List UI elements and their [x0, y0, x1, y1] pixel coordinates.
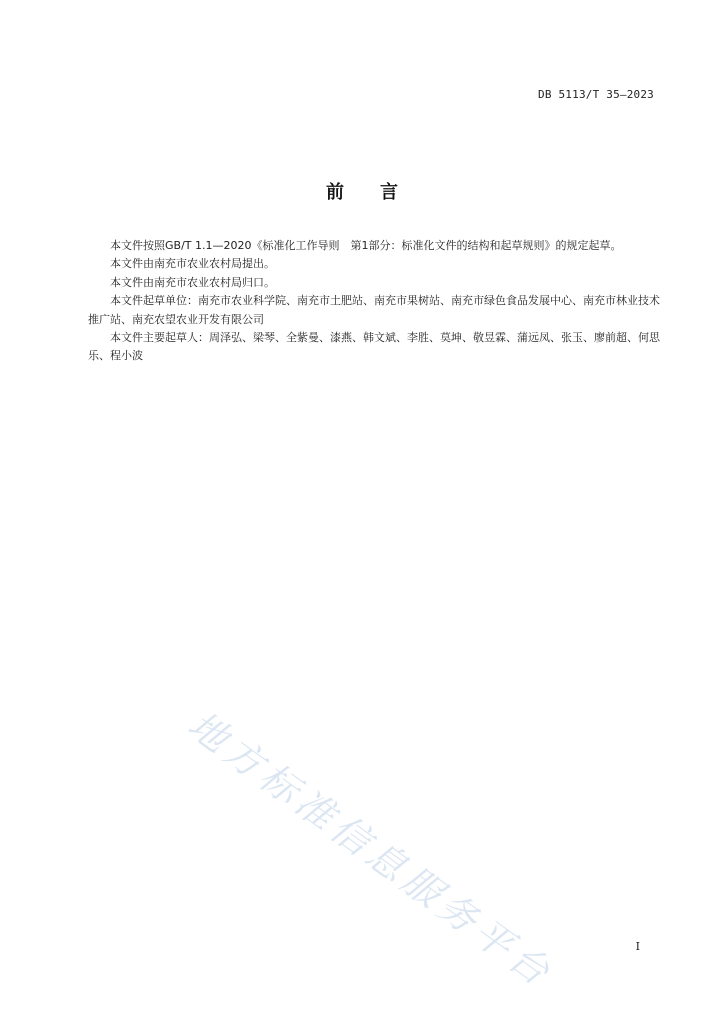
- page-title: 前言: [326, 182, 434, 203]
- paragraph-administrator: 本文件由南充市农业农村局归口。: [110, 275, 275, 289]
- paragraph-proposer: 本文件由南充市农业农村局提出。: [110, 257, 275, 271]
- preface-body: [88, 237, 660, 366]
- paragraph-drafting-basis: 本文件按照GB/T 1.1—2020《标准化工作导则 第1部分：标准化文件的结构和起草规则》的规定起草。: [110, 239, 622, 252]
- paragraph-drafters: 本文件主要起草人：周泽弘、梁琴、全紫曼、漆燕、韩文斌、李胜、莫坤、敬昱霖、蒲远凤、张玉、廖前超、何思乐、程小波: [88, 331, 660, 363]
- page-number: I: [635, 940, 640, 953]
- paragraph-drafting-units: 本文件起草单位：南充市农业科学院、南充市土肥站、南充市果树站、南充市绿色食品发展中心、南充市林业技术推广站、南充农望农业开发有限公司: [88, 294, 660, 326]
- watermark: 地方标准信息服务平台: [180, 702, 562, 997]
- document-code: DB 5113/T 35—2023: [538, 88, 654, 101]
